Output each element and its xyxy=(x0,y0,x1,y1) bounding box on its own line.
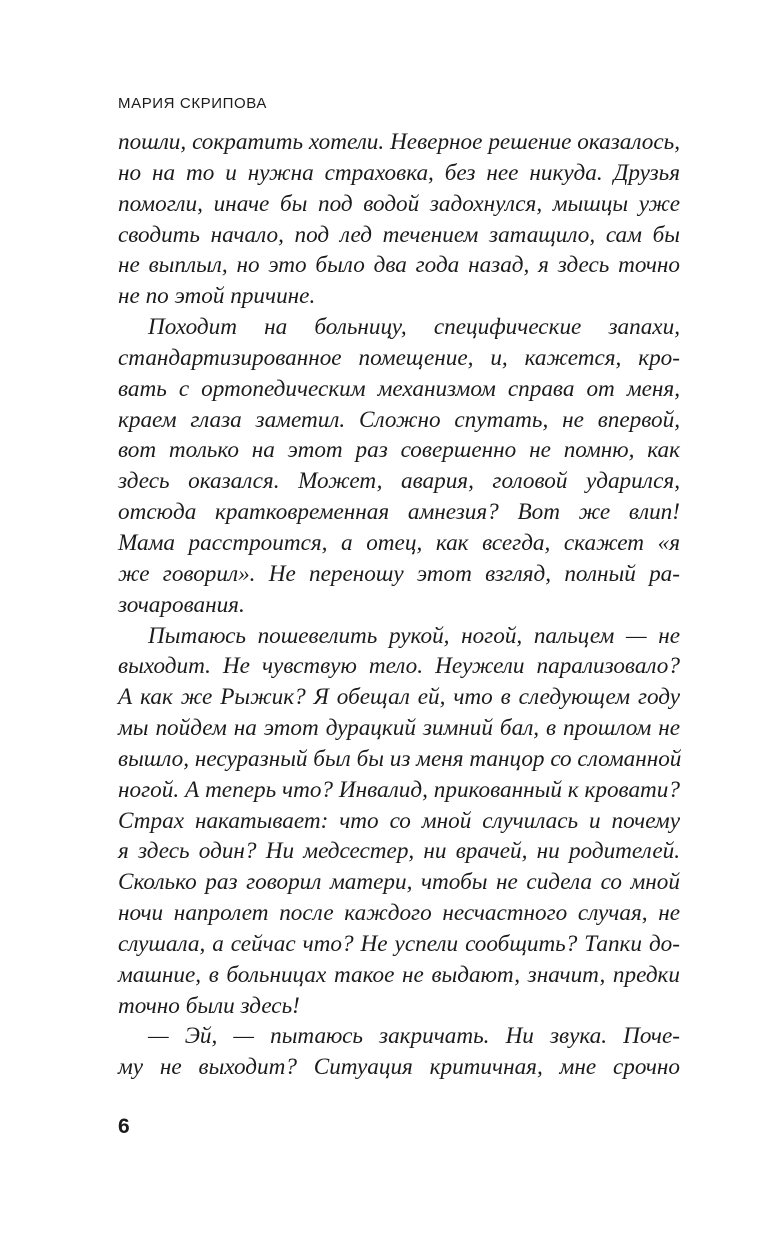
text-line: стандартизированное помещение, и, кажется, кро- xyxy=(118,344,680,371)
text-line: не по этой причине. xyxy=(118,283,316,310)
text-line: не выплыл, но это было два года назад, я здесь точно xyxy=(118,252,680,279)
text-line: я здесь один? Ни медсестер, ни врачей, ни родителей. xyxy=(118,838,680,865)
text-line: Страх накатывает: что со мной случилась и почему xyxy=(118,807,680,834)
text-line: точно были здесь! xyxy=(118,992,300,1019)
text-line: выходит. Не чувствую тело. Неужели парализовало? xyxy=(118,653,680,680)
text-line: А как же Рыжик? Я обещал ей, что в следующем году xyxy=(118,684,680,711)
text-line: Мама расстроится, а отец, как всегда, скажет «я xyxy=(118,529,680,556)
text-line: пошли, сократить хотели. Неверное решение оказалось, xyxy=(118,129,680,155)
text-line: вот только на этот раз совершенно не помню, как xyxy=(118,437,680,464)
text-line: Походит на больницу, специфические запахи, xyxy=(148,314,680,341)
text-line: но на то и нужна страховка, без нее никуда. Друзья xyxy=(118,159,680,186)
text-line: вать с ортопедическим механизмом справа от меня, xyxy=(118,375,680,402)
text-line: мы пойдем на этот дурацкий зимний бал, в прошлом не xyxy=(118,715,680,742)
text-line: слушала, а сейчас что? Не успели сообщить? Тапки до- xyxy=(118,930,680,957)
text-line: Пытаюсь пошевелить рукой, ногой, пальцем — не xyxy=(148,622,680,649)
text-line: вышло, несуразный был бы из меня танцор со сломанной xyxy=(118,745,682,772)
text-line: отсюда кратковременная амнезия? Вот же влип! xyxy=(118,499,680,526)
text-line: машние, в больницах такое не выдают, значит, предки xyxy=(118,961,680,988)
text-line: здесь оказался. Может, авария, головой ударился, xyxy=(118,468,680,495)
text-line: му не выходит? Ситуация критичная, мне срочно xyxy=(118,1054,680,1081)
running-head-author: МАРИЯ СКРИПОВА xyxy=(118,95,268,112)
text-line: помогли, иначе бы под водой задохнулся, мышцы уже xyxy=(118,190,680,217)
text-line: же говорил». Не переношу этот взгляд, полный ра- xyxy=(118,560,680,587)
text-line: Сколько раз говорил матери, чтобы не сидела со мной xyxy=(118,869,680,896)
text-line: краем глаза заметил. Сложно спутать, не впервой, xyxy=(118,406,680,433)
text-line: — Эй, — пытаюсь закричать. Ни звука. Поче- xyxy=(148,1023,680,1050)
text-line: ногой. А теперь что? Инвалид, прикованный к кровати? xyxy=(118,776,680,803)
page-number: 6 xyxy=(118,1115,130,1138)
text-line: сводить начало, под лед течением затащило, сам бы xyxy=(118,221,680,248)
text-line: зочарования. xyxy=(118,591,245,618)
page-body-text xyxy=(118,127,680,1083)
text-line: ночи напролет после каждого несчастного случая, не xyxy=(118,900,680,927)
